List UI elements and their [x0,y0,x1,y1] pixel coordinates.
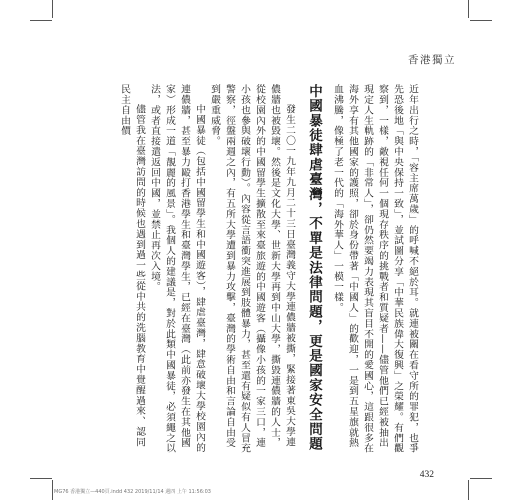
paragraph-2: 發生二〇一九年九月二十三日臺灣義守大學連儂牆被撕，緊接著東吳大學連儂牆也被毀壞。然後是文化大學、世新大學再到中山大學，撕毀連儂牆的人士，從校園內外的中國留學生擴散至來臺旅遊的中國遊客（攝像小孩的一家三口，連小孩也參與破壞行動）。內容從言語衝突進展到肢體暴力，甚至還有疑似有人冒充警察，徑盤兩週之內，有五所大學遭到暴力攻擊，臺灣的學術自由和言論自由受到嚴重威脅。 [209,84,295,454]
crop-mark-bottom-left-v [52,480,53,500]
crop-mark-top-left-h [30,20,52,21]
crop-mark-top-right-h [470,20,492,21]
crop-mark-bottom-right-h [470,478,492,479]
page-number: 432 [419,470,434,480]
running-header: 香港獨立 [408,54,456,66]
print-slug: MG76 香港獨立—440頁.indd 432 2019/11/14 週四 上午 11:56:03 [54,489,211,495]
crop-mark-bottom-right-v [468,480,469,500]
paragraph-1: 近年出行之時，「容主席萬歲」的呼喊不絕於耳。就連被關在看守所的罪犯，也爭先恐後地「與中央保持一致」，並試圖分享「中華民族偉大復興」之榮耀。有們觀察到，一樣，敵視任何一個現存秩序的挑戰者和質疑者——儘管他們已經被抽出現定人生軌跡的「非常人」，卻仍然要竭力表現其盲目不開的愛國心，這跟很多在海外享有其他國家的護照，卻於身份帶著「中國人」的歡迎，一是到五星旗就熱血沸騰，像極了老一代的「海外華人」一模一樣。 [332,84,418,454]
crop-mark-top-left-v [52,0,53,18]
paragraph-3: 中國暴徒（包括中國留學生和中國遊客），肆虐臺灣，肆意破壞大學校園內的連儂牆，甚至暴力毆打香港學生和臺灣學生，已經在臺灣（此前亦發生在其他國家）形成一道「靚麗的風景」。我個人的建議是，對於此類中國暴徒，必須繩之以法，或者直接遣返回中國，並禁止再次入境。 [149,84,205,454]
crop-mark-bottom-left-h [30,478,52,479]
section-heading: 中國暴徒肆虐臺灣，不單是法律問題，更是國家安全問題 [306,84,322,452]
crop-mark-top-right-v [468,0,469,18]
body-text [104,84,420,454]
paragraph-4: 儘管我在臺灣訪問的時候也遇到過一些從中共的洗腦教育中覺醒過來、認同民主自由價 [119,84,145,447]
